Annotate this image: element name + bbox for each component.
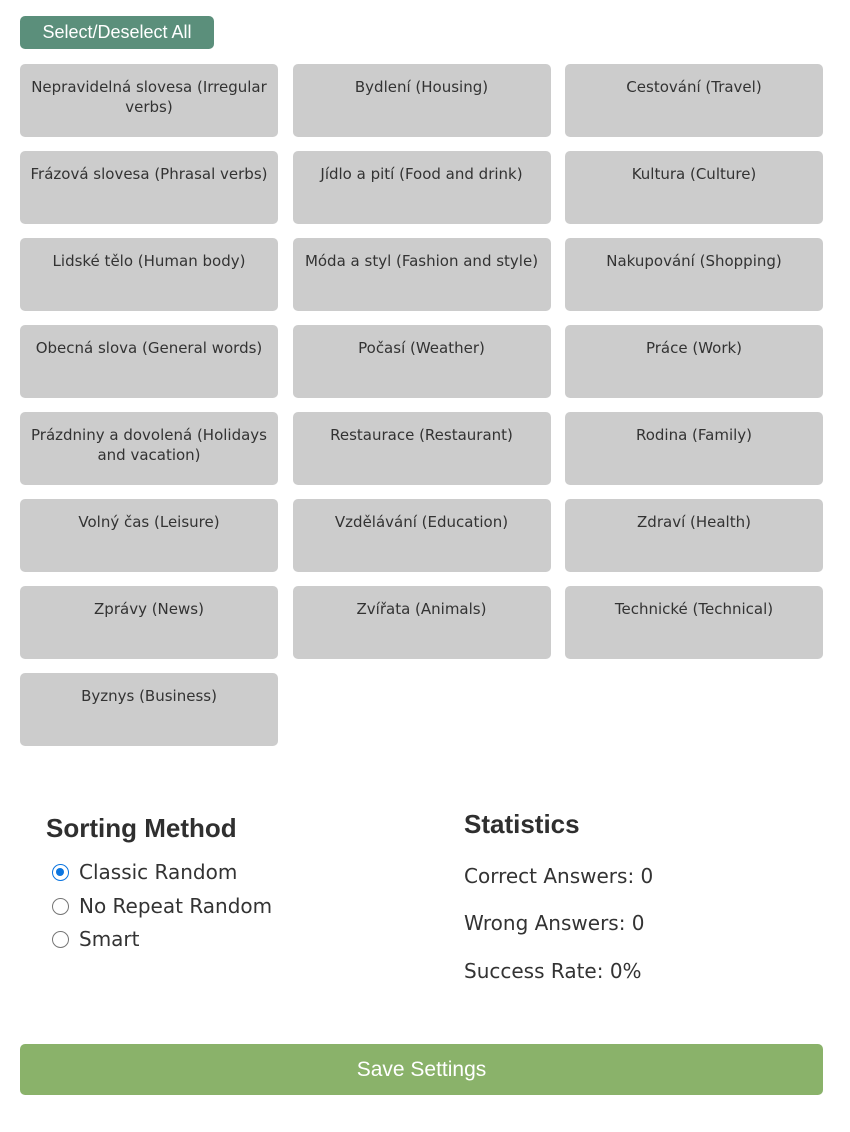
statistics-heading: Statistics	[464, 809, 580, 839]
category-work[interactable]: Práce (Work)	[565, 325, 823, 398]
category-restaurant[interactable]: Restaurace (Restaurant)	[293, 412, 551, 485]
no-repeat-random-radio[interactable]	[52, 898, 69, 915]
success-rate-stat: Success Rate: 0%	[464, 959, 642, 983]
category-news[interactable]: Zprávy (News)	[20, 586, 278, 659]
sorting-method-heading: Sorting Method	[46, 813, 237, 843]
category-human-body[interactable]: Lidské tělo (Human body)	[20, 238, 278, 311]
category-health[interactable]: Zdraví (Health)	[565, 499, 823, 572]
category-fashion-and-style[interactable]: Móda a styl (Fashion and style)	[293, 238, 551, 311]
classic-random-label: Classic Random	[79, 860, 238, 884]
category-housing[interactable]: Bydlení (Housing)	[293, 64, 551, 137]
category-food-and-drink[interactable]: Jídlo a pití (Food and drink)	[293, 151, 551, 224]
save-settings-button[interactable]: Save Settings	[20, 1044, 823, 1095]
sorting-option-classic-random[interactable]	[52, 857, 237, 887]
category-travel[interactable]: Cestování (Travel)	[565, 64, 823, 137]
category-general-words[interactable]: Obecná slova (General words)	[20, 325, 278, 398]
no-repeat-random-label: No Repeat Random	[79, 894, 273, 918]
sorting-option-smart[interactable]	[52, 924, 140, 954]
wrong-answers-stat: Wrong Answers: 0	[464, 911, 645, 935]
select-deselect-all-button[interactable]: Select/Deselect All	[20, 16, 214, 49]
category-weather[interactable]: Počasí (Weather)	[293, 325, 551, 398]
correct-answers-stat: Correct Answers: 0	[464, 864, 654, 888]
classic-random-radio[interactable]	[52, 864, 69, 881]
smart-label: Smart	[79, 927, 140, 951]
smart-radio[interactable]	[52, 931, 69, 948]
sorting-option-no-repeat-random[interactable]	[52, 891, 272, 921]
category-education[interactable]: Vzdělávání (Education)	[293, 499, 551, 572]
category-grid	[20, 64, 823, 746]
category-holidays-and-vacation[interactable]: Prázdniny a dovolená (Holidays and vacation)	[20, 412, 278, 485]
category-leisure[interactable]: Volný čas (Leisure)	[20, 499, 278, 572]
category-culture[interactable]: Kultura (Culture)	[565, 151, 823, 224]
category-family[interactable]: Rodina (Family)	[565, 412, 823, 485]
category-business[interactable]: Byznys (Business)	[20, 673, 278, 746]
category-animals[interactable]: Zvířata (Animals)	[293, 586, 551, 659]
category-phrasal-verbs[interactable]: Frázová slovesa (Phrasal verbs)	[20, 151, 278, 224]
category-shopping[interactable]: Nakupování (Shopping)	[565, 238, 823, 311]
category-irregular-verbs[interactable]: Nepravidelná slovesa (Irregular verbs)	[20, 64, 278, 137]
category-technical[interactable]: Technické (Technical)	[565, 586, 823, 659]
